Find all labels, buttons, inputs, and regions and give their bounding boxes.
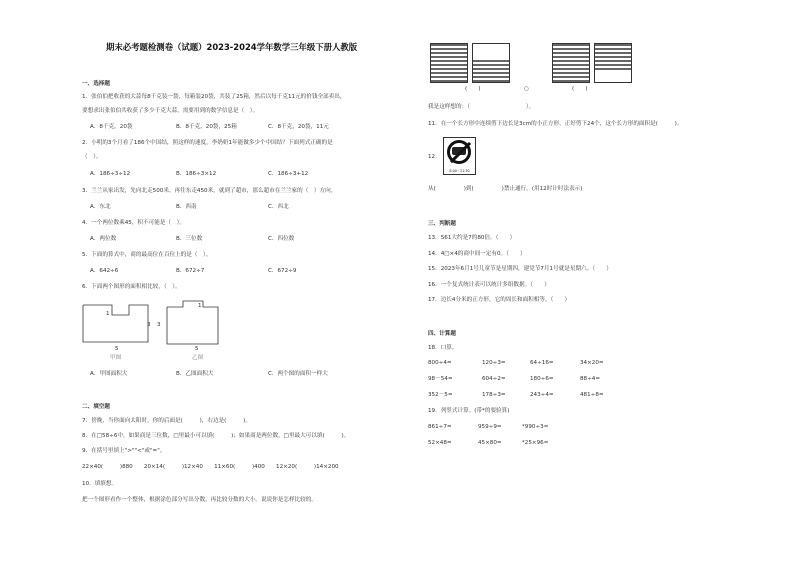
- figure-jia-label-1: 1: [106, 311, 110, 317]
- judge-14: 14．4□×4的商中间一定有0。（ ）: [428, 251, 526, 257]
- option-q6-b: B．乙图面积大: [176, 371, 214, 377]
- question-18: 18．口算。: [428, 345, 458, 351]
- fraction-bar-3: [552, 43, 590, 83]
- fraction-bar-1: [430, 43, 468, 83]
- oral-item: 64÷16=: [530, 360, 554, 366]
- figure-jia-label-3: 3: [147, 322, 151, 328]
- judge-16: 16．一个复式统计表可以统计多组数据。（ ）: [428, 282, 550, 288]
- figure-yi-label-5: 5: [195, 346, 199, 352]
- option-q2-a: A．186÷3÷12: [90, 171, 131, 177]
- option-q6-c: C．两个图的面积一样大: [268, 371, 328, 377]
- compare-bracket-left: ( ): [465, 86, 481, 92]
- question-7: 7．傍晚，当你面向太阳时，你的后面是( )，右边是( )。: [82, 418, 251, 424]
- oral-item: 88÷4=: [580, 376, 601, 382]
- question-12: 12.: [428, 154, 437, 160]
- judge-15: 15．2023年6月1号儿童节是星期四，建党节7月1号就是星期六。（ ）: [428, 266, 612, 272]
- option-q1-c: C．8千克，20袋，11元: [268, 124, 329, 130]
- section-fill: 二、填空题: [82, 404, 110, 410]
- section-calc: 四、计算题: [428, 331, 456, 337]
- oral-item: 178÷3=: [482, 392, 506, 398]
- question-6: 6．下面两个图形的面积相比较，（ ）。: [82, 284, 181, 290]
- oral-item: 800÷4=: [428, 360, 452, 366]
- no-vehicle-sign: [443, 137, 476, 175]
- oral-item: 98－54=: [428, 376, 453, 382]
- figure-yi-outline: [167, 301, 218, 344]
- thinking-line: 我是这样想的：（ ）。: [428, 104, 535, 110]
- judge-13: 13．561大约是7的80倍。（ ）: [428, 235, 516, 241]
- option-q4-c: C．四位数: [268, 236, 295, 242]
- question-2-line2: （ ）。: [82, 154, 102, 160]
- question-9-row: 22×40( )880 20×14( )12×40 11×60( )400 12×20( )14×200: [82, 464, 339, 470]
- vertical-calc-item: 45×80=: [478, 440, 502, 446]
- question-11: 11．在一个长方形中连续剪下边长是3cm的小正方形，正好剪下24个，这个长方形的面积是( )。: [428, 121, 683, 127]
- option-q1-a: A．8千克，20袋: [90, 124, 133, 130]
- question-9: 9．在括号里填上">""<"或"="。: [82, 448, 166, 454]
- oral-item: 34×20=: [580, 360, 604, 366]
- question-12-answer: 从( )到( )禁止通行。(用12时计时法表示): [428, 186, 583, 192]
- question-8: 8．在□58÷6中，如果商是三位数，□里最小可以填( )；如果商是两位数，□里最大可以填( )。: [82, 433, 350, 439]
- compare-bracket-right: ( ): [572, 86, 588, 92]
- fraction-bar-4: [594, 43, 632, 83]
- vertical-calc-item: 52×48=: [428, 440, 452, 446]
- page-title: 期末必考题检测卷（试题）2023-2024学年数学三年级下册人教版: [106, 42, 358, 52]
- vertical-calc-item: *25×96=: [522, 440, 549, 446]
- judge-17: 17．边长4分米的正方形，它的周长和面积相等。（ ）: [428, 297, 571, 303]
- oral-item: 604÷2=: [482, 376, 506, 382]
- option-q5-c: C．672÷9: [268, 268, 297, 274]
- figure-yi-label-3: 3: [157, 322, 161, 328]
- oral-item: 243÷4=: [530, 392, 554, 398]
- question-10-desc: 把一个图形看作一个整体，根据涂色部分写出分数，再比较分数的大小。说说你是怎样比较的。: [82, 497, 317, 503]
- question-4: 4．一个两位数乘45，积不可能是（ ）。: [82, 220, 185, 226]
- option-q3-a: A．东北: [90, 204, 111, 210]
- option-q2-c: C．186÷3+12: [268, 171, 309, 177]
- option-q5-b: B．672÷7: [176, 268, 205, 274]
- figure-jia-caption: 甲图: [110, 355, 122, 361]
- question-19: 19．列竖式计算。(带*的要验算): [428, 408, 510, 414]
- figure-yi-label-1: 1: [198, 303, 202, 309]
- question-1-line2: 要想求出张伯伯共收获了多少千克大蒜，需要用到的数学信息是（ ）。: [82, 108, 259, 114]
- section-choice: 一、选择题: [82, 81, 110, 87]
- option-q6-a: A．甲图面积大: [90, 371, 128, 377]
- oral-item: 352－5=: [428, 392, 453, 398]
- oral-item: 120÷3=: [482, 360, 506, 366]
- sign-time-caption: 8:00～21:30: [449, 169, 470, 173]
- fraction-bar-2: [472, 43, 510, 83]
- compare-circle: ○: [524, 86, 529, 92]
- question-5: 5．下面的算式中，商的最高位在百位上的是（ ）。: [82, 252, 212, 258]
- question-3: 3．兰兰从家出发，先向北走500米，再往东走450米，就到了超市，那么超市在兰兰家的（ ）方向。: [82, 188, 337, 194]
- option-q2-b: B．186÷3×12: [176, 171, 217, 177]
- option-q5-a: A．642÷6: [90, 268, 119, 274]
- question-10: 10．填填想。: [82, 481, 118, 487]
- vertical-calc-item: *990÷3=: [522, 424, 549, 430]
- option-q1-b: B．8千克，20袋，25箱: [176, 124, 237, 130]
- figure-yi-caption: 乙图: [192, 355, 204, 361]
- oral-item: 481÷8=: [580, 392, 604, 398]
- option-q4-b: B．三位数: [176, 236, 203, 242]
- oral-item: 180÷6=: [530, 376, 554, 382]
- option-q3-c: C．西北: [268, 204, 289, 210]
- question-1-line1: 1．张伯伯把收获的大蒜每8千克装一袋，每箱装20袋，共装了25箱，然后以每千克11元的价钱全部卖出，: [82, 94, 346, 100]
- figure-jia-outline: [83, 305, 148, 342]
- question-2-line1: 2．小明的3个月看了186个中国结，照这样的速度，李奶奶1年能做多少个中国结？下面列式正确的是: [82, 140, 333, 146]
- vertical-calc-item: 861÷7=: [428, 424, 452, 430]
- vertical-calc-item: 959÷9=: [478, 424, 502, 430]
- section-judge: 三、判断题: [428, 221, 456, 227]
- option-q3-b: B．西南: [176, 204, 197, 210]
- figure-jia-label-5: 5: [115, 346, 119, 352]
- option-q4-a: A．两位数: [90, 236, 117, 242]
